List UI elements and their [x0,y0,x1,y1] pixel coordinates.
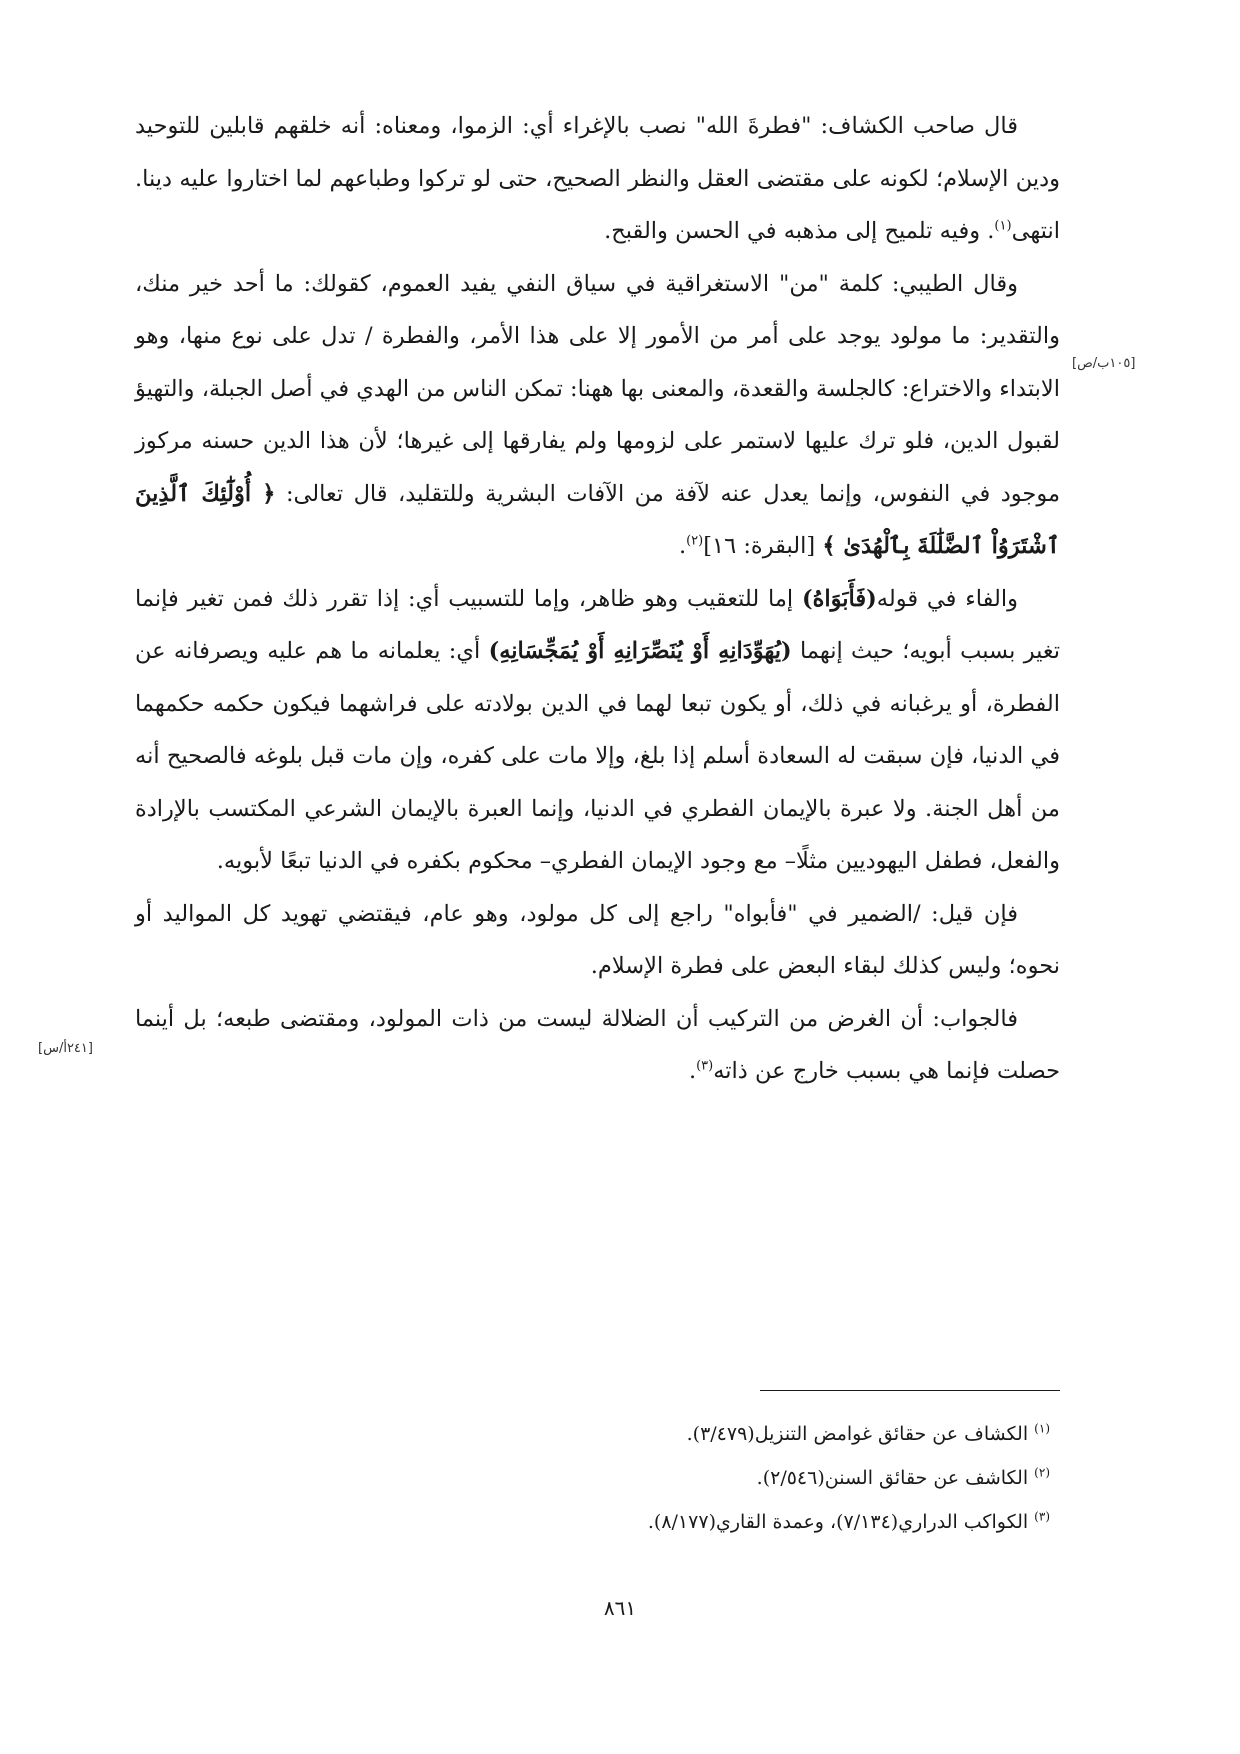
margin-marker-manuscript-1: [١٠٥ب/ص] [1072,356,1136,371]
paragraph-2: وقال الطيبي: كلمة "من" الاستغراقية في سياق النفي يفيد العموم، كقولك: ما أحد خير منك، والتقدير: ما مولود يوجد على أمر من الأمور إلا على هذا الأمر، والفطرة / تدل على نوع منها، وهو الابتداء والاختراع: كالجلسة والقعدة، والمعنى بها ههنا: تمكن الناس من الهدي في أصل الجبلة، والتهيؤ لقبول الدين، فلو ترك عليها لاستمر على لزومها ولم يفارقها إلى غيرها؛ لأن هذا الدين حسنه مركوز موجود في النفوس، وإنما يعدل عنه لآفة من الآفات البشرية وللتقليد، قال تعالى: ﴿ أُوْلَٰٓئِكَ ٱلَّذِينَ ٱشْتَرَوُاْ ٱلضَّلَٰلَةَ بِٱلْهُدَىٰ ﴾ [البقرة: ١٦]$^{(٢)}$. [135,270,1060,559]
footnote-ref-1[interactable]: (١) [994,218,1012,234]
paragraph-5: فالجواب: أن الغرض من التركيب أن الضلالة ليست من ذات المولود، ومقتضى طبعه؛ بل أينما حصلت فإنما هي بسبب خارج عن ذاته$^{(٣)}$. [135,1005,1060,1084]
quran-verse: ﴿ أُوْلَٰٓئِكَ ٱلَّذِينَ ٱشْتَرَوُاْ ٱلضَّلَٰلَةَ بِٱلْهُدَىٰ ﴾ [135,480,1060,559]
footnote-ref-3[interactable]: (٣) [696,1058,714,1074]
paragraph-4: فإن قيل: /الضمير في "فأبواه" راجع إلى كل مولود، وهو عام، فيقتضي تهويد كل المواليد أو نحوه؛ وليس كذلك لبقاء البعض على فطرة الإسلام. [135,900,1060,979]
page-number: ٨٦١ [603,1596,637,1620]
footnote-1: $^{(١)}$ الكشاف عن حقائق غوامض التنزيل(٣/٤٧٩). [686,1421,1050,1445]
hadith-term-2: (يُهَوِّدَانِهِ أَوْ يُنَصِّرَانِهِ أَوْ يُمَجِّسَانِهِ) [488,638,792,664]
paragraph-3: والفاء في قوله(فَأَبَوَاهُ) إما للتعقيب وهو ظاهر، وإما للتسبيب أي: إذا تقرر ذلك فمن تغير فإنما تغير بسبب أبويه؛ حيث إنهما (يُهَوِّدَانِهِ أَوْ يُنَصِّرَانِهِ أَوْ يُمَجِّسَانِهِ) أي: يعلمانه ما هم عليه ويصرفانه عن الفطرة، أو يرغبانه في ذلك، أو يكون تبعا لهما في الدين بولادته على فراشهما فيكون حكمه حكمهما في الدنيا، فإن سبقت له السعادة أسلم إذا بلغ، وإلا مات على كفره، وإن مات قبل بلوغه فالصحيح أنه من أهل الجنة. ولا عبرة بالإيمان الفطري في الدنيا، وإنما العبرة بالإيمان الشرعي المكتسب بالإرادة والفعل، فطفل اليهوديين مثلًا– مع وجود الإيمان الفطري– محكوم بكفره في الدنيا تبعًا لأبويه. [135,585,1061,874]
footnote-divider [760,1390,1060,1391]
margin-marker-manuscript-2: [٢٤١أ/س] [38,1041,93,1056]
footnotes [135,1412,1060,1544]
hadith-term-1: (فَأَبَوَاهُ) [801,585,877,612]
footnote-ref-2[interactable]: (٢) [686,533,704,549]
footnote-2: $^{(٢)}$ الكاشف عن حقائق السنن(٢/٥٤٦). [756,1465,1050,1489]
main-text [135,100,1060,1098]
footnote-3: $^{(٣)}$ الكواكب الدراري(٧/١٣٤)، وعمدة القاري(٨/١٧٧). [647,1509,1050,1533]
paragraph-1: قال صاحب الكشاف: "فطرةَ الله" نصب بالإغراء أي: الزموا، ومعناه: أنه خلقهم قابلين للتوحيد ودين الإسلام؛ لكونه على مقتضى العقل والنظر الصحيح، حتى لو تركوا وطباعهم لما اختاروا عليه دينا. انتهى$^{(١)}$. وفيه تلميح إلى مذهبه في الحسن والقبح. [135,113,1060,244]
verse-reference: [البقرة: ١٦] [703,533,823,559]
